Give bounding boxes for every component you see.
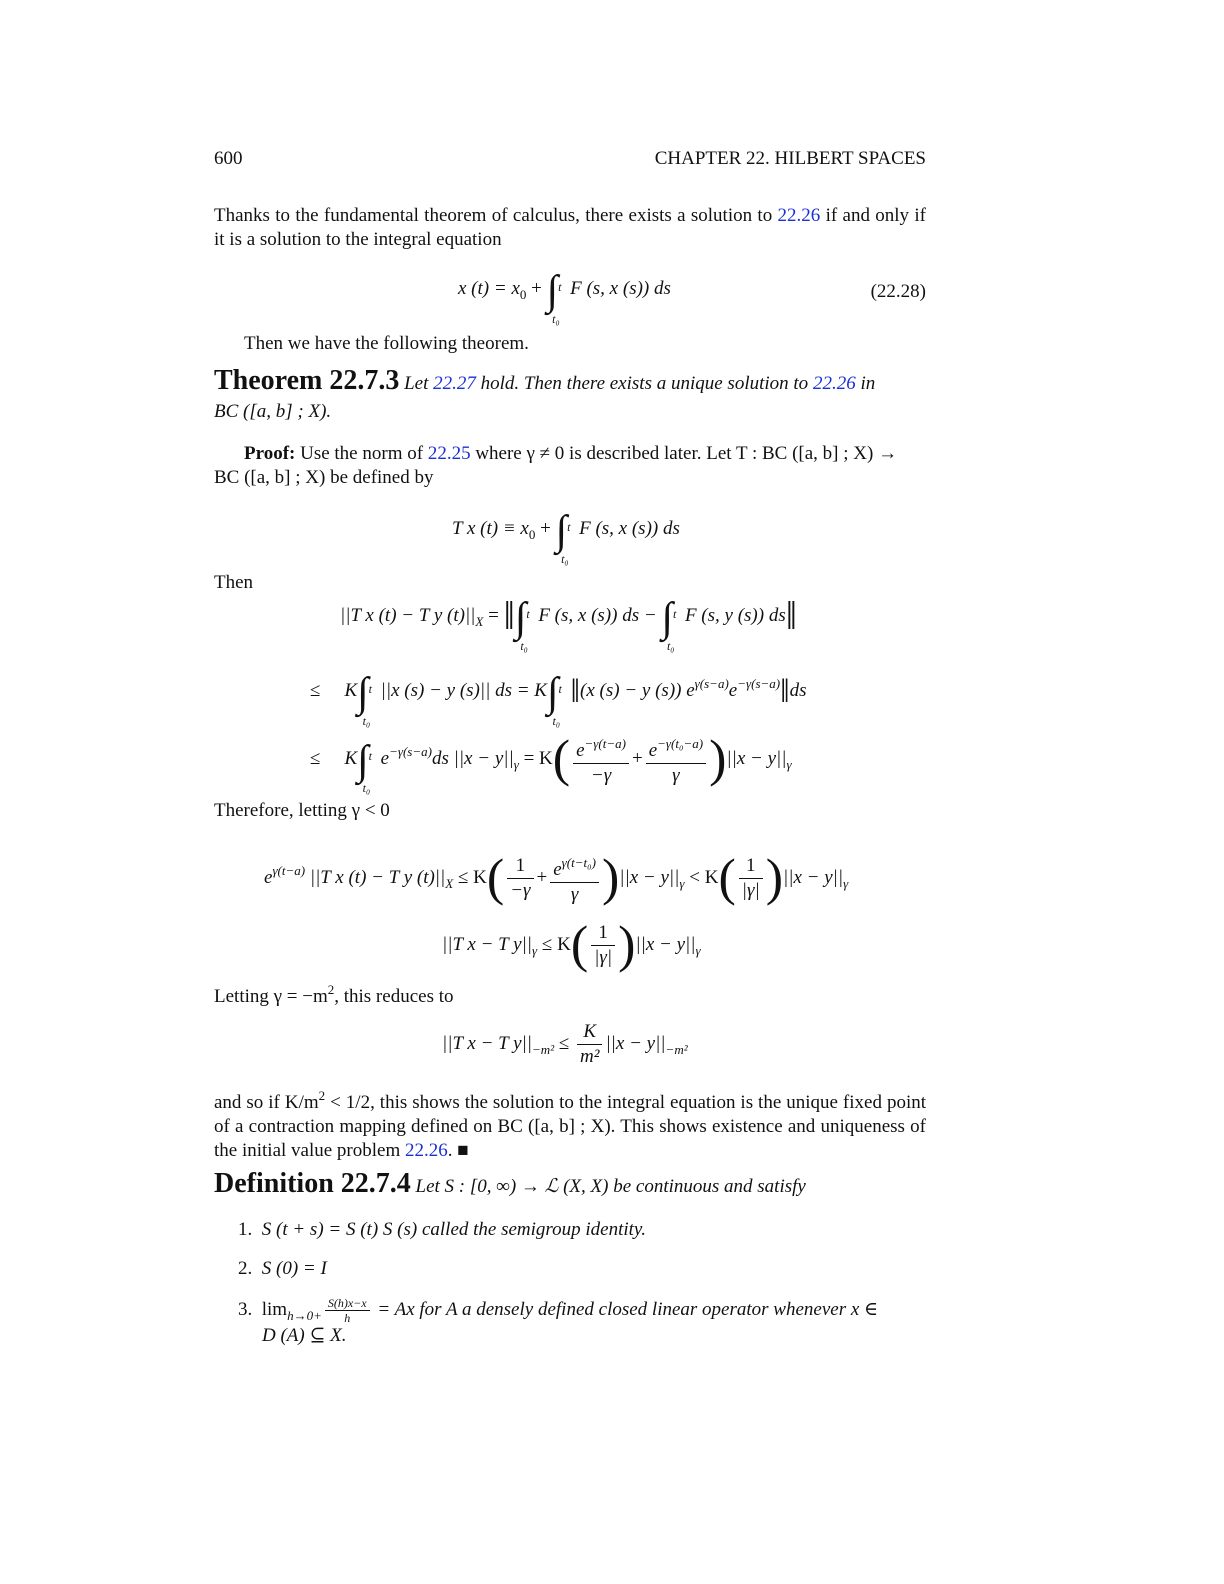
integral-sign: ∫ [357, 738, 369, 784]
then-label: Then [214, 572, 254, 593]
chapter-header: CHAPTER 22. HILBERT SPACES [654, 148, 926, 169]
letting-paragraph: Letting $\gamma = -m^2$, this reduces to [214, 982, 454, 1007]
integral-sign: ∫ [514, 595, 527, 641]
definition-item-3: 3. $\lim_{h\to 0+}$ $\frac{S(h)x-x}{h}$ = Ax for A a densely defined closed linear operator whenever x ∈ [238, 1296, 879, 1325]
conclusion-paragraph: and so if $K/m^2 < 1/2$, this shows the solution to the integral equation is the unique fixed point of a contraction mapping defined on BC ([a, b] ; X). This shows existence and uniqueness of the initial value problem 22.26. ■ [214, 1088, 926, 1161]
equation-difference: ||T x (t) − T y $(t)||_X$ = ‖∫ t t₀ F (s, x (s)) ds − ∫ t t₀ F (s, y (s)) ds‖ [340, 593, 797, 653]
integral-sign: ∫ [661, 595, 673, 641]
definition-item-3-line2: D (A) ⊆ X. [262, 1325, 347, 1346]
intro-paragraph: Thanks to the fundamental theorem of calculus, there exists a solution to 22.26 if and only if it is a solution to the integral equation [214, 205, 926, 250]
equation-T-definition: T x $(t) \equiv x_0$ + ∫ t t₀ F (s, x (s)) ds [452, 508, 680, 566]
ref-link[interactable]: 22.26 [777, 205, 821, 226]
equation-norm: ||T x − T $y||_\gamma \le K$( $\frac{1}{|\gamma|}$ )$||x - y||_\gamma$ [442, 916, 701, 974]
integral-sign: ∫ [357, 670, 369, 716]
integral-sign: ∫ [546, 268, 559, 314]
equation-le-1: ≤ K∫ t t₀ ||x (s) − y (s)|| ds = K∫ t t₀ ‖(x (s) − y (s)) $e^{\gamma(s-a)}e^{-\gamma(s-a)}‖ds$ [310, 670, 807, 728]
therefore-paragraph: Therefore, letting γ < 0 [214, 800, 390, 821]
page-number: 600 [214, 148, 243, 169]
ref-link[interactable]: 22.26 [405, 1140, 448, 1161]
proof-line1: Proof: Use the norm of 22.25 where γ ≠ 0 is described later. Let T : BC ([a, b] ; X) → [244, 443, 898, 464]
page [214, 0, 926, 1584]
ref-link[interactable]: 22.25 [427, 443, 471, 464]
theorem-title: Theorem 22.7.3 [214, 365, 400, 396]
equation-22-28: x $(t) = x_0$ + ∫ t t₀ F (s, x (s)) ds [458, 268, 671, 326]
definition-item-1: 1. S (t + s) = S (t) S (s) called the semigroup identity. [238, 1219, 647, 1240]
proof-line2: BC ([a, b] ; X) be defined by [214, 467, 434, 488]
integral-sign: ∫ [546, 670, 559, 716]
equation-label: (22.28) [870, 281, 926, 302]
equation-inequality: $e^{\gamma(t-a)}$ ||T x (t) − T y $(t)||_X \le K$( $\frac{1}{-\gamma}$ + $\frac{e^{\gamma(t-t_0)}}{\gamma}$ )$||x - y||_\gamma < K$( $\frac{1}{|\gamma|}$ )$||x - y||_\gamma$ [264, 849, 849, 907]
theorem-line2: BC ([a, b] ; X). [214, 401, 332, 422]
ref-link[interactable]: 22.26 [812, 373, 856, 394]
integral-sign: ∫ [555, 508, 568, 554]
definition-title: Definition 22.7.4 [214, 1168, 411, 1199]
definition-item-2: 2. S (0) = I [238, 1258, 327, 1279]
ref-link[interactable]: 22.27 [433, 373, 476, 394]
equation-m-squared: ||T x − T $y||_{-m^2}$ ≤ $\frac{K}{\text{m²}}$ $||x - y||_{-m^2}$ [442, 1021, 688, 1068]
definition-block: Definition 22.7.4 Let S : [0, ∞) → ℒ (X, X) be continuous and satisfy [214, 1168, 806, 1199]
equation-le-2: ≤ K∫ t t₀ $e^{-\gamma(s-a)}ds$ $||x - y||_\gamma = K$( $\frac{e^{-\gamma(t-a)}}{-\gamma}$ + $\frac{e^{-\gamma(t_0-a)}}{\gamma}$ )$||x - y||_\gamma$ [310, 730, 792, 795]
then-paragraph: Then we have the following theorem. [244, 333, 529, 354]
theorem-block: Theorem 22.7.3 Let 22.27 hold. Then there exists a unique solution to 22.26 in [214, 365, 876, 396]
